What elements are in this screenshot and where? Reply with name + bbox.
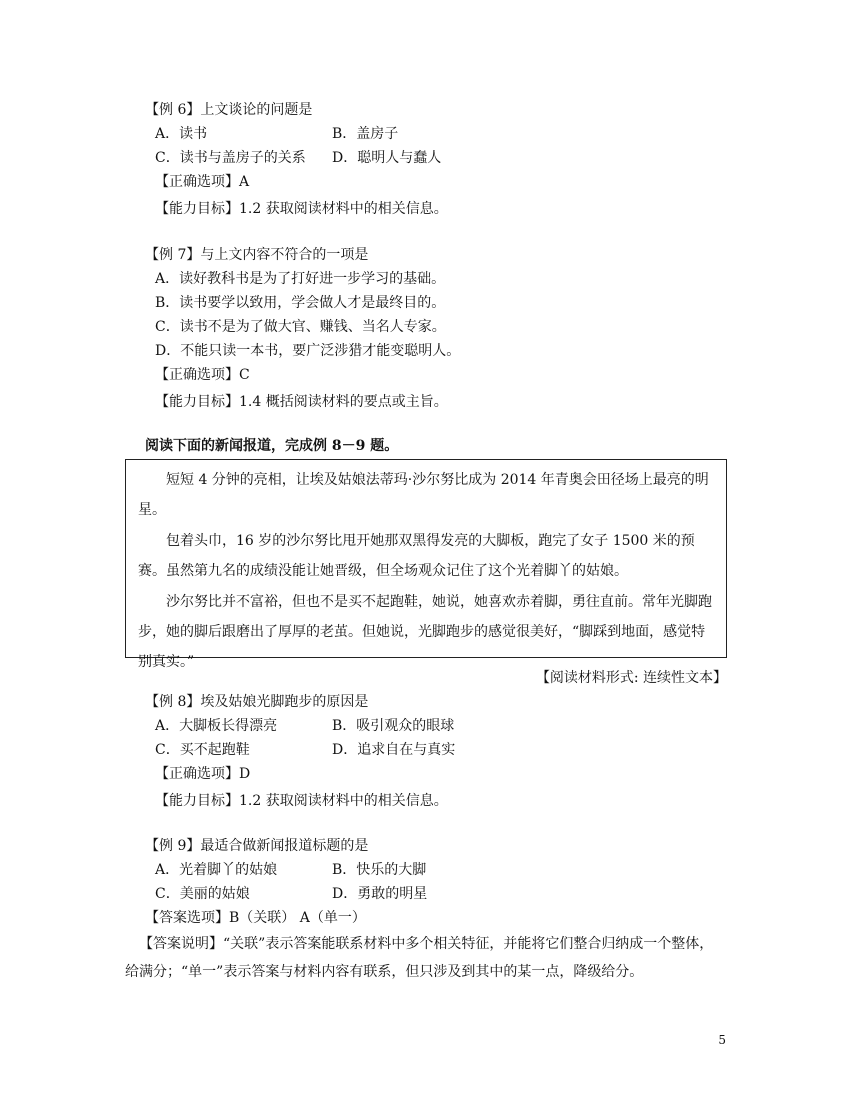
ex6-option-c: C．读书与盖房子的关系 xyxy=(155,150,306,166)
ex8-option-a: A．大脚板长得漂亮 xyxy=(155,718,278,734)
ex8-option-d: D．追求自在与真实 xyxy=(332,742,456,758)
ex6-question: 【例 6】上文谈论的问题是 xyxy=(145,102,313,118)
material-form-label: 【阅读材料形式: 连续性文本】 xyxy=(535,670,727,686)
reading-instruction: 阅读下面的新闻报道，完成例 8－9 题。 xyxy=(145,438,399,454)
ex6-option-d: D．聪明人与蠢人 xyxy=(332,150,442,166)
ex8-answer: 【正确选项】D xyxy=(155,766,251,782)
ex7-option-d: D．不能只读一本书，要广泛涉猎才能变聪明人。 xyxy=(155,343,461,359)
ex8-option-b: B．吸引观众的眼球 xyxy=(332,718,455,734)
ex8-option-c: C．买不起跑鞋 xyxy=(155,742,250,758)
ex6-option-b: B．盖房子 xyxy=(332,126,399,142)
ex9-option-a: A．光着脚丫的姑娘 xyxy=(155,862,278,878)
ex6-option-a: A．读书 xyxy=(155,126,208,142)
ex7-option-c: C．读书不是为了做大官、赚钱、当名人专家。 xyxy=(155,319,446,335)
passage-paragraph-1: 短短 4 分钟的亮相，让埃及姑娘法蒂玛·沙尔努比成为 2014 年青奥会田径场上最亮的明星。 xyxy=(138,472,709,518)
passage-paragraph-3: 沙尔努比并不富裕，但也不是买不起跑鞋，她说，她喜欢赤着脚，勇往直前。常年光脚跑步，她的脚后跟磨出了厚厚的老茧。但她说，光脚跑步的感觉很美好，“脚踩到地面，感觉特别真实。” xyxy=(138,594,712,670)
ex8-question: 【例 8】埃及姑娘光脚跑步的原因是 xyxy=(145,694,369,710)
ex7-question: 【例 7】与上文内容不符合的一项是 xyxy=(145,247,369,263)
page-number: 5 xyxy=(718,1033,726,1047)
ex6-goal: 【能力目标】1.2 获取阅读材料中的相关信息。 xyxy=(155,201,448,217)
ex9-option-b: B．快乐的大脚 xyxy=(332,862,427,878)
ex7-goal: 【能力目标】1.4 概括阅读材料的要点或主旨。 xyxy=(155,394,448,410)
ex9-option-d: D．勇敢的明星 xyxy=(332,886,428,902)
ex9-answer: 【答案选项】B（关联） A（单一） xyxy=(145,910,366,926)
ex9-explanation: 【答案说明】“关联”表示答案能联系材料中多个相关特征，并能将它们整合归纳成一个整体，给满分；“单一”表示答案与材料内容有联系，但只涉及到其中的某一点，降级给分。 xyxy=(125,936,714,980)
news-passage-box xyxy=(125,459,727,670)
ex7-option-a: A．读好教科书是为了打好进一步学习的基础。 xyxy=(155,271,446,287)
ex7-option-b: B．读书要学以致用，学会做人才是最终目的。 xyxy=(155,295,446,311)
ex9-question: 【例 9】最适合做新闻报道标题的是 xyxy=(145,838,369,854)
ex6-answer: 【正确选项】A xyxy=(155,174,250,190)
ex8-goal: 【能力目标】1.2 获取阅读材料中的相关信息。 xyxy=(155,793,448,809)
passage-paragraph-2: 包着头巾，16 岁的沙尔努比甩开她那双黑得发亮的大脚板，跑完了女子 1500 米的预赛。虽然第九名的成绩没能让她晋级，但全场观众记住了这个光着脚丫的姑娘。 xyxy=(138,533,695,579)
ex7-answer: 【正确选项】C xyxy=(155,367,250,383)
ex9-option-c: C．美丽的姑娘 xyxy=(155,886,250,902)
